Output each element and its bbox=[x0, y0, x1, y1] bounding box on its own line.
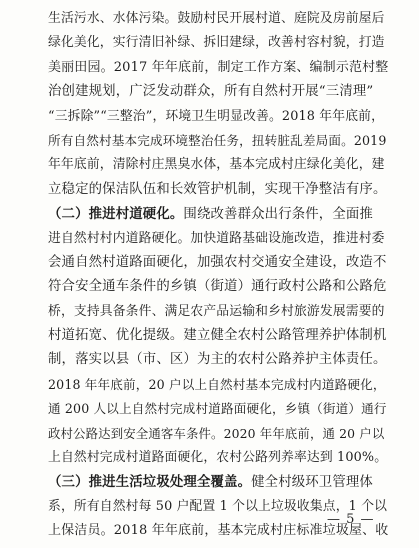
section-heading-line bbox=[48, 202, 388, 226]
body-text bbox=[48, 7, 388, 544]
text-line: 制，落实以县（市、区）为主的农村公路养护主体责任。 bbox=[48, 352, 387, 368]
text-line: “三拆除”“三整治”，环境卫生明显改善。2018 年年底前， bbox=[48, 108, 385, 124]
text-line: 绿化美化，实行清旧补绿、拆旧建绿，改善村容村貌，打造 bbox=[48, 35, 385, 51]
text-line: 所有自然村基本完成环境整治任务，扭转脏乱差局面。2019 bbox=[48, 132, 387, 148]
page-number: — 5 — bbox=[327, 512, 375, 527]
text-line: 年年底前，清除村庄黑臭水体，基本完成村庄绿化美化，建 bbox=[48, 157, 385, 173]
text-line: 通 200 人以上自然村完成村道路面硬化，乡镇（街道）通行 bbox=[48, 401, 387, 417]
section-body-text: 围绕改善群众出行条件，全面推 bbox=[183, 207, 373, 223]
section-body-text: 健全村级环卫管理体 bbox=[251, 475, 373, 491]
text-line: 政村公路达到安全通客车条件。2020 年年底前，通 20 户以 bbox=[48, 425, 385, 441]
text-line: 桥，支持具备条件、满足农产品运输和乡村旅游发展需要的 bbox=[48, 303, 385, 319]
text-line: 会通自然村道路面硬化，加强农村交通安全建设，改造不 bbox=[48, 254, 387, 270]
text-line: 系，所有自然村每 50 户配置 1 个以上垃圾收集点，1 个以 bbox=[48, 498, 388, 514]
text-line: 上自然村完成村道路面硬化，农村公路列养率达到 100%。 bbox=[48, 450, 388, 466]
text-line: 村道拓宽、优化提级。建立健全农村公路管理养护体制机 bbox=[48, 328, 387, 344]
text-line: 生活污水、水体污染。鼓励村民开展村道、庭院及房前屋后 bbox=[48, 11, 385, 26]
text-line: 美丽田园。2017 年年底前，制定工作方案、编制示范村整 bbox=[48, 59, 389, 75]
text-line: 符合安全通车条件的乡镇（街道）通行政村公路和公路危 bbox=[48, 279, 387, 295]
section-heading-line bbox=[48, 470, 388, 494]
section-heading: （三）推进生活垃圾处理全覆盖。 bbox=[48, 474, 252, 491]
text-line: 进自然村村内道路硬化。加快道路基础设施改造，推进村委 bbox=[48, 230, 385, 246]
text-line: 上保洁员。2018 年年底前，基本完成村庄标准垃圾屋、收 bbox=[48, 523, 389, 539]
text-line: 2018 年年底前，20 户以上自然村基本完成村内道路硬化， bbox=[48, 376, 386, 392]
text-line: 立稳定的保洁队伍和长效管护机制，实现干净整洁有序。 bbox=[48, 181, 387, 197]
section-heading: （二）推进村道硬化。 bbox=[48, 206, 184, 223]
text-line: 治创建规划，广泛发动群众，所有自然村开展“三清理” bbox=[48, 84, 374, 100]
